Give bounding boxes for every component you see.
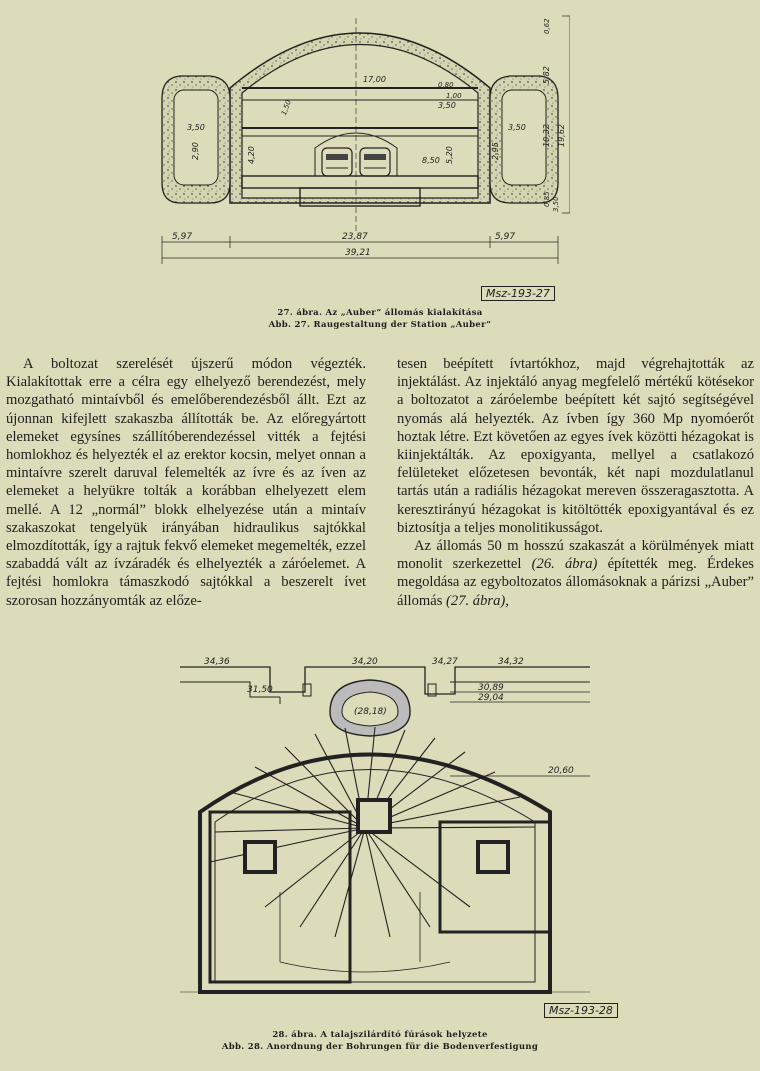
dim-left-tunnel-w: 3,50	[187, 123, 205, 132]
figure-28-code: Msz-193-28	[544, 1003, 618, 1018]
right-p2-b: építették meg. Érdekes megoldása az egyboltozatos állomásoknak a párizsi „Auber” állomás	[397, 556, 754, 609]
drill-box-right	[478, 842, 508, 872]
drill-box-left	[245, 842, 275, 872]
right-paragraph-1: tesen beépített ívtartókhoz, majd végrehajtották az injektálást. Az injektáló anyag megfelelő mértékű kötésekor a boltozatot a záróelembe beépített két sajtó segítségével nyomás alá helyezték. Az ívben így 360 Mp nyomóerőt hoztak létre. Ezt követően az egyes ívek közötti hézagokat is kiinjektálták. Az epoxigyanta, mellyel a csatlakozó felületeket előzetesen bevonták, két napi mozdulatlanul tartás után a radiális hézagokat mereven összeragasztotta. A keresztirányú hézagokat is kitöltötték epoxigyantával és ez biztosítja a teljes monolitikusságot.	[397, 356, 754, 536]
drill-box-center	[358, 800, 390, 832]
level-7: 29,04	[478, 693, 504, 703]
dim-right-tunnel-w: 3,50	[508, 123, 526, 132]
level-4: 34,32	[498, 657, 524, 667]
dim-right-tunnel-h: 2,95	[491, 142, 500, 160]
level-5: 31,50	[247, 685, 273, 695]
right-p2-a: Az állomás 50 m hosszú szakaszát a körülmények miatt monolit szerkezettel	[397, 538, 754, 573]
dim-vault-top: 17,00	[363, 75, 386, 84]
dim-a3: 0,80	[438, 81, 454, 89]
dim-inner-h: 5,20	[445, 146, 454, 164]
figure-28-caption-de: Abb. 28. Anordnung der Bohrungen für die Bodenverfestigung	[221, 1042, 539, 1052]
level-1: 34,36	[204, 657, 230, 667]
level-6: 30,89	[478, 683, 504, 693]
dim-right-span: 5,97	[495, 232, 516, 242]
figure-27-drawing	[150, 8, 570, 270]
right-paragraph-2	[397, 537, 754, 610]
figure-26-reference: (26. ábra)	[531, 556, 598, 573]
dim-right-6: 3,50	[552, 196, 560, 212]
figure-27-code: Msz-193-27	[481, 286, 555, 301]
figure-28-caption-hu: 28. ábra. A talajszilárdító fúrások helyzete	[272, 1030, 488, 1040]
left-paragraph-1: A boltozat szerelését újszerű módon végezték. Kialakítottak erre a célra egy elhelyező berendezést, mely mozgatható mintaívből és emelőberendezésből állt. Ezt az újonnan kifejlett szakaszba állították be. Az előregyártott elemeket egysínes szállítóberendezéssel vitték a fejtési homlokhoz és helyezték el az erektor kocsin, melyet onnan a mintaívre szerelt daruval felemelték az ívre és az íven az elemeket a helyükre tolták a korábban elhelyezett elem mellé. A 12 „normál” blokk elhelyezése után a mintaív szakaszokat tengelyük irányában hidraulikus sajtókkal elmozdították, így a rajtuk fekvő elemeket megemelték, ezzel szabaddá vált az ívzáradék és elhelyezték a záróelemet. A fejtési homlokra támaszkodó sajtókkal a beszerelt ívet szorosan hozzányomták az előze-	[6, 356, 366, 609]
tunnel-level: (28,18)	[354, 707, 387, 717]
figure-27-caption-de: Abb. 27. Raugestaltung der Station „Auber”	[268, 320, 492, 330]
figure-28-svg	[120, 652, 600, 1012]
left-side-tunnel-void	[174, 90, 218, 185]
dim-right-1: 0,62	[543, 18, 551, 34]
dim-left-h: 4,20	[247, 146, 256, 164]
figure-28-drawing	[120, 652, 600, 1012]
figure-27-svg	[150, 8, 570, 270]
dim-a1: 1,50	[279, 99, 293, 117]
level-2: 34,20	[352, 657, 378, 667]
dim-right-2: 5,82	[542, 66, 551, 84]
dim-a2: 1,00	[446, 92, 462, 100]
dim-left-tunnel-h: 2,90	[191, 142, 200, 160]
dim-track-width: 8,50	[422, 156, 440, 165]
figure-27-caption-hu: 27. ábra. Az „Auber” állomás kialakítása	[277, 308, 483, 318]
right-side-tunnel-void	[502, 90, 546, 185]
dim-center-span: 23,87	[342, 232, 368, 242]
dim-platform-h: 3,50	[438, 101, 456, 110]
right-column	[397, 355, 754, 610]
dim-total-span: 39,21	[345, 248, 371, 258]
dim-right-4: 19,62	[557, 124, 566, 147]
dim-right-3: 10,32	[542, 124, 551, 147]
dim-left-span: 5,97	[172, 232, 193, 242]
right-level: 20,60	[548, 766, 574, 776]
level-3: 34,27	[432, 657, 458, 667]
dim-right-5: 0,85	[543, 191, 551, 207]
left-column	[6, 355, 366, 610]
figure-27-reference: (27. ábra),	[446, 592, 509, 609]
